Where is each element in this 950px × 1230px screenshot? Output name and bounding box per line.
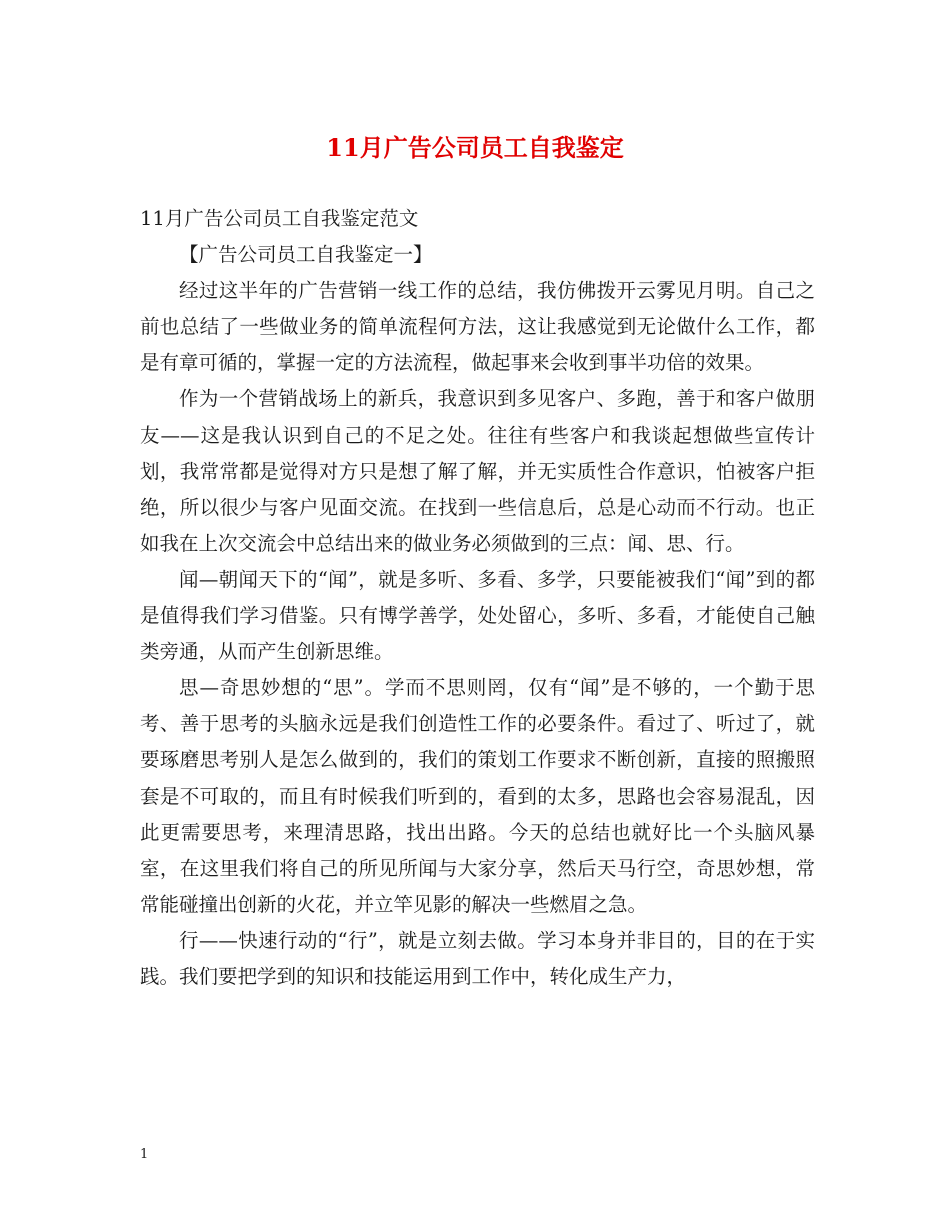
paragraph: 作为一个营销战场上的新兵，我意识到多见客户、多跑，善于和客户做朋友——这是我认识到自己的不足之处。往往有些客户和我谈起想做些宣传计划，我常常都是觉得对方只是想了解了解，并无实质性合作意识，怕被客户拒绝，所以很少与客户见面交流。在找到一些信息后，总是心动而不行动。也正如我在上次交流会中总结出来的做业务必须做到的三点：闻、思、行。 [140, 387, 815, 555]
paragraph: 行——快速行动的“行”，就是立刻去做。学习本身并非目的，目的在于实践。我们要把学到的知识和技能运用到工作中，转化成生产力， [140, 928, 815, 988]
paragraph: 经过这半年的广告营销一线工作的总结，我仿佛拨开云雾见月明。自己之前也总结了一些做业务的简单流程何方法，这让我感觉到无论做什么工作，都是有章可循的，掌握一定的方法流程，做起事来会收到事半功倍的效果。 [140, 279, 815, 375]
paragraph: 闻—朝闻天下的“闻”，就是多听、多看、多学，只要能被我们“闻”到的都是值得我们学习借鉴。只有博学善学，处处留心，多听、多看，才能使自己触类旁通，从而产生创新思维。 [140, 567, 815, 664]
document-subtitle: 11月广告公司员工自我鉴定范文 [140, 207, 419, 230]
paragraph: 思—奇思妙想的“思”。学而不思则罔，仅有“闻”是不够的，一个勤于思考、善于思考的头脑永远是我们创造性工作的必要条件。看过了、听过了，就要琢磨思考别人是怎么做到的，我们的策划工作要求不断创新，直接的照搬照套是不可取的，而且有时候我们听到的，看到的太多，思路也会容易混乱，因此更需要思考，来理清思路，找出出路。今天的总结也就好比一个头脑风暴室，在这里我们将自己的所见所闻与大家分享，然后天马行空，奇思妙想，常常能碰撞出创新的火花，并立竿见影的解决一些燃眉之急。 [140, 676, 815, 916]
document-title: 11月广告公司员工自我鉴定 [326, 133, 624, 162]
page-number: 1 [140, 1147, 149, 1162]
section-heading: 【广告公司员工自我鉴定一】 [179, 243, 433, 267]
document-body [140, 201, 815, 995]
